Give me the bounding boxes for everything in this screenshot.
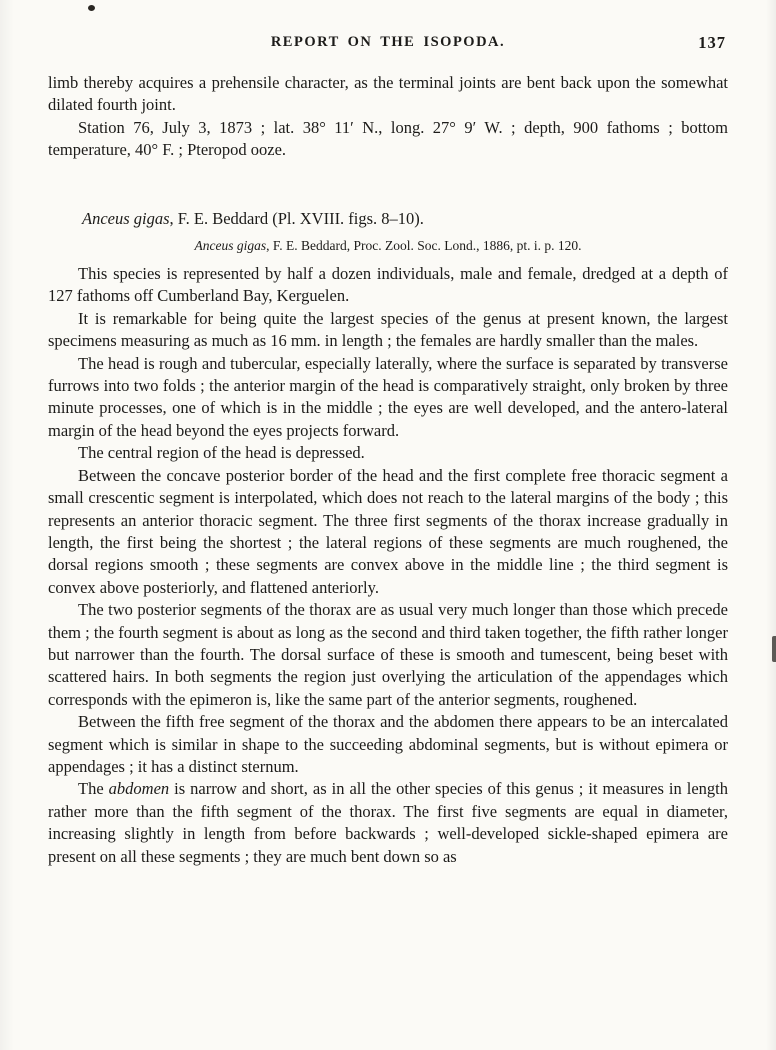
text-segment: The head is rough and tubercular, especially laterally, where the surface is separated by transverse furrows into two folds ; the anterior margin of the head is comparatively straight, only broken by three minute processes, one of which is in the middle ; the eyes are well developed, and the antero-lateral margin of the head beyond the eyes projects forward.: [48, 353, 728, 440]
scan-artifact: [88, 5, 95, 11]
paragraph: [48, 72, 728, 117]
paragraph: [48, 308, 728, 353]
paragraph: [48, 599, 728, 711]
paragraph: [48, 711, 728, 778]
text-segment: The two posterior segments of the thorax are as usual very much longer than those which precede them ; the fourth segment is about as long as the second and third taken together, the fifth rather longer but narrower than the fourth. The dorsal surface of these is smooth and tumescent, being beset with scattered hairs. In both segments the region just overlying the articulation of the appendages which corresponds with the epimeron is, like the same part of the anterior segments, roughened.: [48, 600, 728, 709]
text-segment: It is remarkable for being quite the largest species of the genus at present known, the largest specimens measuring as much as 16 mm. in length ; the females are hardly smaller than the males.: [48, 308, 728, 351]
paragraph: [48, 442, 728, 464]
text-segment: , F. E. Beddard, Proc. Zool. Soc. Lond., 1886, pt. i. p. 120.: [266, 238, 582, 254]
running-head: [48, 34, 728, 58]
page-number: 137: [698, 33, 726, 52]
italic-text-segment: Anceus gigas: [82, 208, 170, 228]
paragraph: [48, 465, 728, 599]
text-segment: , F. E. Beddard (Pl. XVIII. figs. 8–10).: [169, 208, 424, 228]
italic-text-segment: Anceus gigas: [194, 238, 267, 254]
text-segment: is narrow and short, as in all the other species of this genus ; it measures in length rather more than the fifth segment of the thorax. The first five segments are equal in diameter, increasing slightly in length from before backwards ; well-developed sickle-shaped epimera are present on all these segments ; they are much bent down so as: [48, 779, 729, 866]
text-segment: Between the concave posterior border of the head and the first complete free thoracic segment a small crescentic segment is interpolated, which does not reach to the lateral margins of the body ; this represents an anterior thoracic segment. The three first segments of the thorax increase gradually in length, the first being the shortest ; the lateral regions of these segments are much roughened, the dorsal regions smooth ; these segments are convex above in the middle line ; the third segment is convex above posteriorly, and flattened anteriorly.: [48, 465, 728, 597]
text-segment: Between the fifth free segment of the thorax and the abdomen there appears to be an intercalated segment which is similar in shape to the succeeding abdominal segments, but is without epimera or appendages ; it has a distinct sternum.: [48, 712, 728, 776]
paragraph: [48, 353, 728, 443]
text-segment: The central region of the head is depressed.: [78, 443, 365, 463]
italic-text-segment: abdomen: [108, 779, 170, 799]
species-heading: [48, 208, 728, 230]
citation-line: [48, 237, 728, 255]
paragraph: [48, 117, 728, 162]
text-segment: limb thereby acquires a prehensile character, as the terminal joints are bent back upon the somewhat dilated fourth joint.: [48, 73, 728, 115]
text-segment: The: [78, 779, 109, 799]
text-segment: Station 76, July 3, 1873 ; lat. 38° 11′ N., long. 27° 9′ W. ; depth, 900 fathoms ; bottom temperature, 40° F. ; Pteropod ooze.: [48, 117, 728, 160]
paragraph: [48, 778, 728, 868]
scan-artifact: [772, 636, 776, 662]
paragraph: [48, 263, 728, 308]
running-title: REPORT ON THE ISOPODA.: [270, 34, 506, 50]
page-body: [48, 72, 728, 868]
text-segment: This species is represented by half a dozen individuals, male and female, dredged at a depth of 127 fathoms off Cumberland Bay, Kerguelen.: [48, 264, 728, 306]
